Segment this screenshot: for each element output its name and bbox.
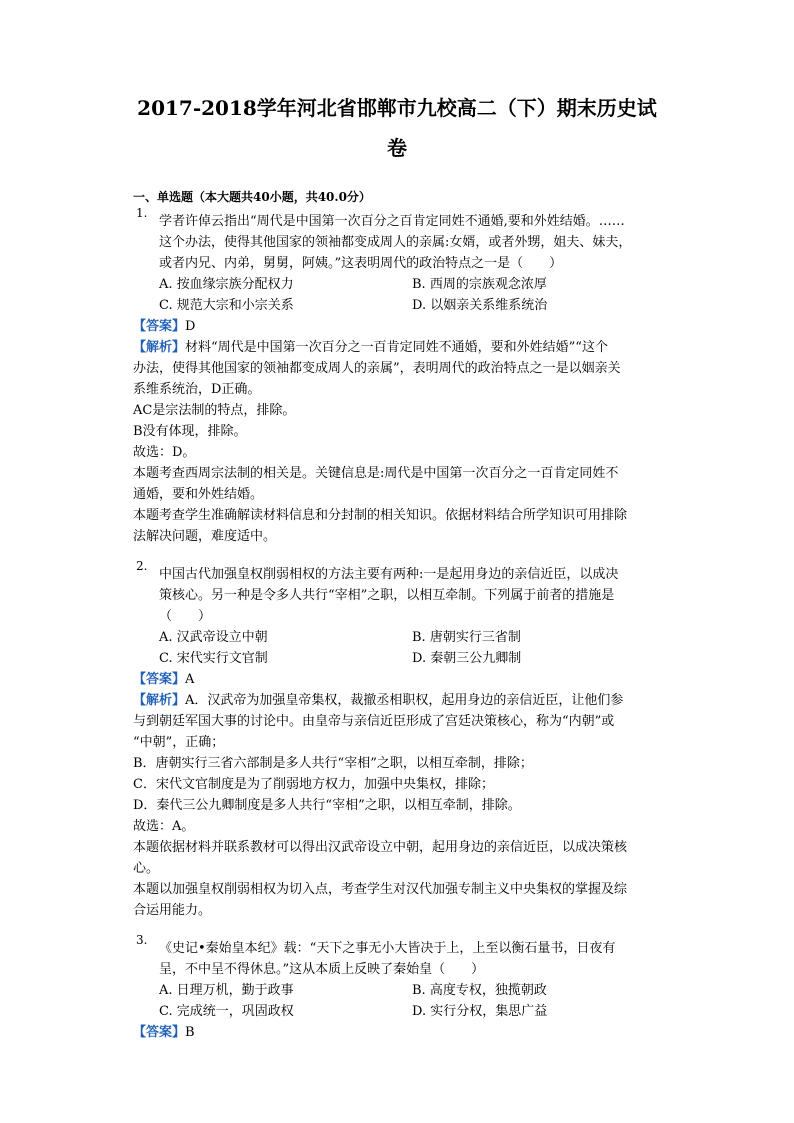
question-stem-line: （ ） [159,609,212,624]
option-a[interactable]: A. 日理万机，勤于政事 [159,983,294,998]
option-d[interactable]: D. 实行分权，集思广益 [412,1004,548,1019]
answer-value: D [185,319,196,334]
answer-value: A [185,672,195,687]
option-b[interactable]: B. 高度专权，独揽朝政 [412,983,547,998]
analysis-text: “中朝”，正确； [133,735,225,750]
analysis-text: 材料“周代是中国第一次百分之一百肯定同姓不通婚，要和外姓结婚”“这个 [185,340,608,355]
answer-line [133,315,195,334]
analysis-text: AC是宗法制的特点，排除。 [133,403,296,418]
analysis-tag: 【解析】 [133,340,186,355]
answer-line [133,668,194,687]
option-c[interactable]: C. 宋代实行文官制 [159,651,268,666]
page-title: 2017-2018学年河北省邯郸市九校高二（下）期末历史试 [137,96,657,120]
section-heading: 一、单选题（本大题共40小题，共40.0分） [133,190,371,204]
analysis-tag: 【解析】 [133,693,186,708]
analysis-text: 合运用能力。 [133,903,212,918]
analysis-text: 心。 [133,861,160,876]
option-b[interactable]: B. 唐朝实行三省制 [412,630,521,645]
analysis-text: B．唐朝实行三省六部制是多人共行“宰相”之职，以相互牵制，排除； [133,756,533,771]
answer-value: B [185,1025,195,1040]
answer-tag: 【答案】 [133,672,186,687]
option-b[interactable]: B. 西周的宗族观念浓厚 [412,277,547,292]
question-stem-line: 《史记•秦始皇本纪》载：“天下之事无小大皆决于上，上至以衡石量书，日夜有 [159,941,616,956]
option-c[interactable]: C. 完成统一，巩固政权 [159,1004,294,1019]
question-stem-line: 呈，不中呈不得休息。”这从本质上反映了秦始皇（ ） [159,962,485,977]
analysis-text: C．宋代文官制度是为了削弱地方权力，加强中央集权，排除； [133,777,494,792]
answer-tag: 【答案】 [133,319,186,334]
analysis-text: 本题以加强皇权削弱相权为切入点，考查学生对汉代加强专制主义中央集权的掌握及综 [133,882,628,897]
question-stem-line: 策核心。另一种是令多人共行“宰相”之职，以相互牵制。下列属于前者的措施是 [159,588,615,603]
analysis-text: D．秦代三公九卿制度是多人共行“宰相”之职，以相互牵制，排除。 [133,798,521,813]
question-stem-line: 这个办法，使得其他国家的领袖都变成周人的亲属:女婿，或者外甥，姐夫、妹夫， [159,235,632,250]
analysis-text: 故选：D。 [133,445,196,460]
question-stem-line: 或者内兄、内弟，舅舅，阿姨。”这表明周代的政治特点之一是（ ） [159,256,563,271]
analysis-text: 系维系统治，D正确。 [133,382,261,397]
question-number: 3. [136,933,148,947]
option-c[interactable]: C. 规范大宗和小宗关系 [159,298,294,313]
page-title-continued: 卷 [387,136,407,160]
analysis-text: A．汉武帝为加强皇帝集权，裁撤丞相职权，起用身边的亲信近臣，让他们参 [185,693,624,708]
analysis-text: 办法，使得其他国家的领袖都变成周人的亲属”，表明周代的政治特点之一是以姻亲关 [133,361,621,376]
analysis-text: 与到朝廷军国大事的讨论中。由皇帝与亲信近臣形成了宫廷决策核心，称为“内朝”或 [133,714,615,729]
option-d[interactable]: D. 以姻亲关系维系统治 [412,298,548,313]
option-d[interactable]: D. 秦朝三公九卿制 [412,651,522,666]
option-a[interactable]: A. 按血缘宗族分配权力 [159,277,294,292]
answer-tag: 【答案】 [133,1025,186,1040]
analysis-text: 通婚，要和外姓结婚。 [133,487,264,502]
analysis-line [133,689,623,708]
question-number: 2. [136,559,148,573]
question-number: 1. [136,206,148,220]
question-stem-line: 中国古代加强皇权削弱相权的方法主要有两种:一是起用身边的亲信近臣，以成决 [159,567,619,582]
analysis-text: 本题考查学生准确解读材料信息和分封制的相关知识。依据材料结合所学知识可用排除 [133,508,628,523]
analysis-text: 故选：A。 [133,819,195,834]
analysis-text: 法解决问题，难度适中。 [133,529,277,544]
option-a[interactable]: A. 汉武帝设立中朝 [159,630,268,645]
analysis-text: 本题考查西周宗法制的相关是。关键信息是:周代是中国第一次百分之一百肯定同姓不 [133,466,619,481]
answer-line [133,1021,195,1040]
question-stem-line: 学者许倬云指出“周代是中国第一次百分之百肯定同姓不通婚,要和外姓结婚。…… [159,214,625,229]
analysis-text: B没有体现，排除。 [133,424,247,439]
analysis-text: 本题依据材料并联系教材可以得出汉武帝设立中朝，起用身边的亲信近臣，以成决策核 [133,840,628,855]
analysis-line [133,336,608,355]
